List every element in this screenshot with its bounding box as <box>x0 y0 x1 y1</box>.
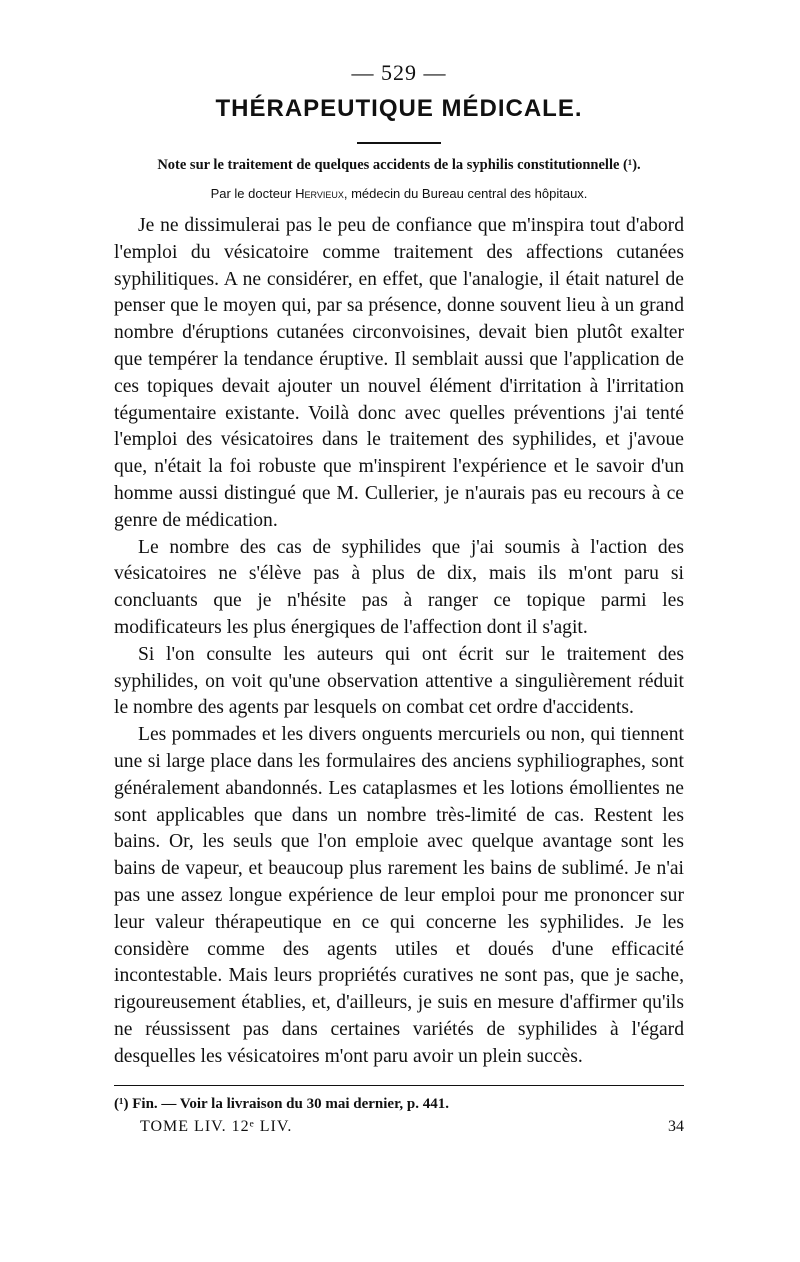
volume-signature: TOME LIV. 12ᵉ LIV. <box>140 1117 293 1135</box>
page-number: — 529 — <box>351 60 447 85</box>
paragraph: Le nombre des cas de syphilides que j'ai soumis à l'action des vésicatoires ne s'élève pas à plus de dix, mais ils m'ont paru si concluants que je n'hésite pas à ranger ce topique parmi les modificateurs les plus énergiques de l'affection dont il s'agit. <box>114 536 684 638</box>
article-body <box>114 213 684 1071</box>
page-content <box>114 58 684 1138</box>
byline-author: Hervieux <box>295 186 344 201</box>
byline-prefix: Par le docteur <box>210 186 296 201</box>
byline <box>114 185 684 203</box>
paragraph: Je ne dissimulerai pas le peu de confiance que m'inspira tout d'abord l'emploi du vésicatoire comme traitement des affections cutanées syphilitiques. A ne considérer, en effet, que l'analogie, il était naturel de penser que le moyen qui, par sa présence, donne souvent lieu à un grand nombre d'éruptions cutanées circonvoisines, devait bien plutôt exalter que tempérer la tendance éruptive. Il semblait aussi que l'application de ces topiques devait ajouter un nouvel élément d'irritation à l'irritation tégumentaire existante. Voilà donc avec quelles préventions j'ai tenté l'emploi des vésicatoires dans le traitement des syphilides, et j'avoue que, n'était la foi robuste que m'inspirent l'expérience et le savoir d'un homme aussi distingué que M. Cullerier, je n'aurais pas eu recours à ce genre de médication. <box>114 215 684 531</box>
paragraph: Si l'on consulte les auteurs qui ont écrit sur le traitement des syphilides, on voit qu'une observation attentive a singulièrement réduit le nombre des agents par lesquels on combat cet ordre d'accidents. <box>114 643 684 719</box>
footnote: (¹) Fin. — Voir la livraison du 30 mai dernier, p. 441. <box>114 1095 449 1112</box>
title-rule <box>357 142 441 144</box>
page-footer <box>114 1116 684 1138</box>
paragraph: Les pommades et les divers onguents mercuriels ou non, qui tiennent une si large place dans les formulaires des anciens syphiliographes, sont généralement abandonnés. Les cataplasmes et les lotions émollientes ne sont applicables que dans un nombre très-limité de cas. Restent les bains. Or, les seuls que l'on emploie avec quelque avantage sont les bains de vapeur, et beaucoup plus rarement les bains de sublimé. Je n'ai pas une assez longue expérience de leur emploi pour me prononcer sur leur valeur thérapeutique en ce qui concerne les syphilides. Je les considère comme des agents utiles et doués d'une efficacité incontestable. Mais leurs propriétés curatives ne sont pas, que je sache, rigoureusement établies, et, d'ailleurs, je suis en mesure d'affirmer qu'ils ne réussissent pas dans certaines variétés de syphilides à l'égard desquelles les vésicatoires m'ont paru avoir un plein succès. <box>114 724 684 1067</box>
sheet-signature: 34 <box>668 1117 684 1135</box>
section-title: THÉRAPEUTIQUE MÉDICALE. <box>215 95 583 122</box>
article-title: Note sur le traitement de quelques accidents de la syphilis constitutionnelle (¹). <box>157 157 641 173</box>
byline-suffix: , médecin du Bureau central des hôpitaux. <box>343 186 588 201</box>
footnote-rule <box>114 1085 684 1086</box>
